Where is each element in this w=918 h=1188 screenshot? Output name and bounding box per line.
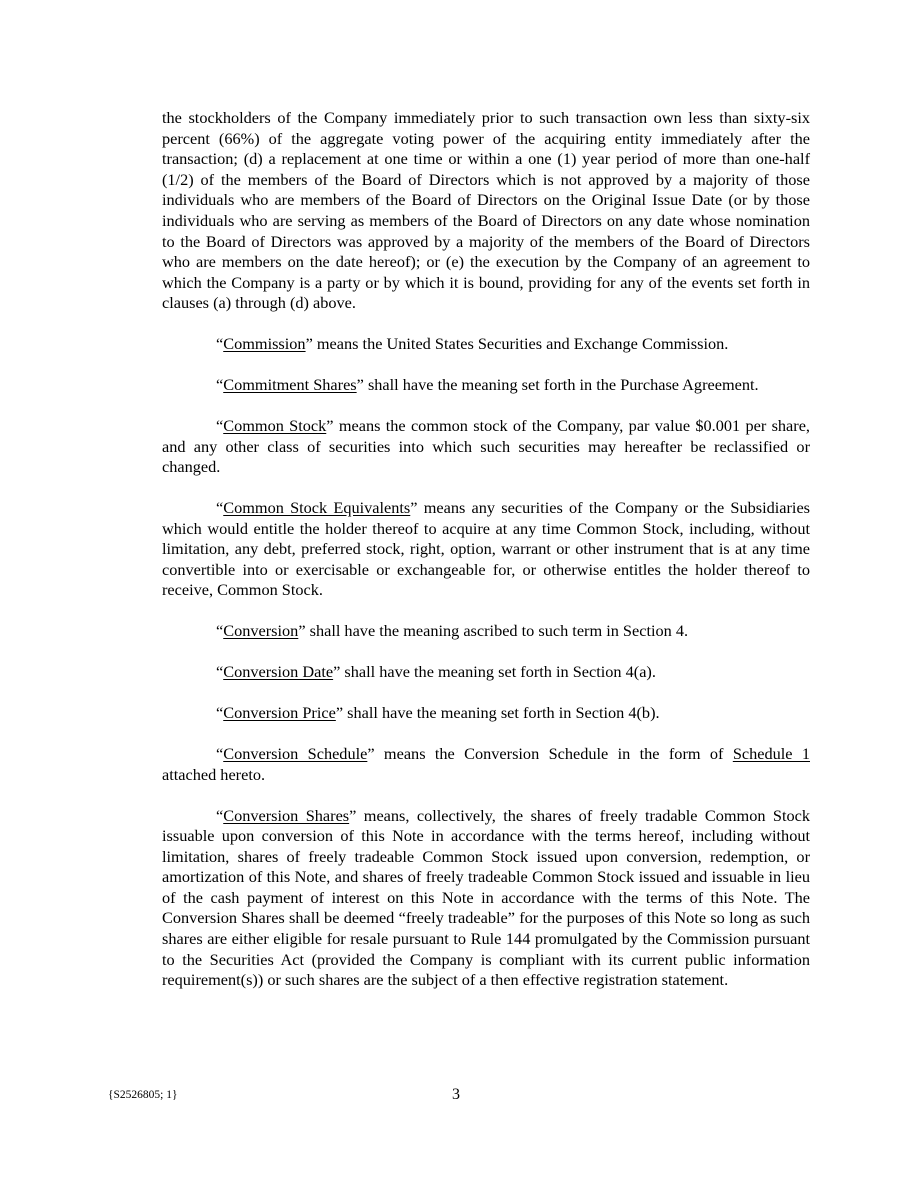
continuation-paragraph: the stockholders of the Company immediately prior to such transaction own less than sixty-six percent (66%) of the aggregate voting power of the acquiring entity immediately after the transaction; (d) a replacement at one time or within a one (1) year period of more than one-half (1/2) of the members of the Board of Directors which is not approved by a majority of those individuals who are members of the Board of Directors on the Original Issue Date (or by those individuals who are serving as members of the Board of Directors on any date whose nomination to the Board of Directors was approved by a majority of the members of the Board of Directors who are members on the date hereof); or (e) the execution by the Company of an agreement to which the Company is a party or by which it is bound, providing for any of the events set forth in clauses (a) through (d) above. [162, 108, 810, 313]
defined-term: Conversion [223, 621, 299, 641]
definition-common-stock: “Common Stock” means the common stock of the Company, par value $0.001 per share, and any other class of securities into which such securities may hereafter be reclassified or changed. [162, 416, 810, 477]
document-id: {S2526805; 1} [108, 1089, 178, 1101]
definition-commission: “Commission” means the United States Securities and Exchange Commission. [216, 334, 729, 354]
definition-common-stock-equivalents: “Common Stock Equivalents” means any securities of the Company or the Subsidiaries which would entitle the holder thereof to acquire at any time Common Stock, including, without limitation, any debt, preferred stock, right, option, warrant or other instrument that is at any time convertible into or exercisable or exchangeable for, or otherwise entitles the holder thereof to receive, Common Stock. [162, 498, 810, 600]
definition-conversion-price: “Conversion Price” shall have the meaning set forth in Section 4(b). [216, 703, 660, 723]
schedule-reference: Schedule 1 [732, 744, 810, 764]
defined-term: Conversion Date [223, 662, 334, 682]
definition-conversion: “Conversion” shall have the meaning ascribed to such term in Section 4. [216, 621, 689, 641]
defined-term: Conversion Shares [223, 805, 350, 825]
defined-term: Commitment Shares [223, 375, 357, 395]
page-number: 3 [452, 1086, 460, 1103]
definition-commitment-shares: “Commitment Shares” shall have the meaning set forth in the Purchase Agreement. [216, 375, 759, 395]
definition-conversion-shares: “Conversion Shares” means, collectively, the shares of freely tradable Common Stock issuable upon conversion of this Note in accordance with the terms hereof, including without limitation, shares of freely tradeable Common Stock issued upon conversion, redemption, or amortization of this Note, and shares of freely tradeable Common Stock issued and issuable in lieu of the cash payment of interest on this Note in accordance with the terms of this Note. The Conversion Shares shall be deemed “freely tradeable” for the purposes of this Note so long as such shares are either eligible for resale pursuant to Rule 144 promulgated by the Commission pursuant to the Securities Act (provided the Company is compliant with its current public information requirement(s)) or such shares are the subject of a then effective registration statement. [162, 805, 811, 990]
defined-term: Common Stock [223, 416, 327, 436]
document-body [162, 108, 810, 1011]
defined-term: Conversion Price [223, 703, 336, 723]
defined-term: Conversion Schedule [223, 744, 368, 764]
definition-conversion-schedule: “Conversion Schedule” means the Conversion Schedule in the form of Schedule 1 attached hereto. [162, 744, 810, 784]
defined-term: Common Stock Equivalents [223, 498, 411, 518]
definition-conversion-date: “Conversion Date” shall have the meaning set forth in Section 4(a). [216, 662, 656, 682]
defined-term: Commission [223, 334, 306, 354]
